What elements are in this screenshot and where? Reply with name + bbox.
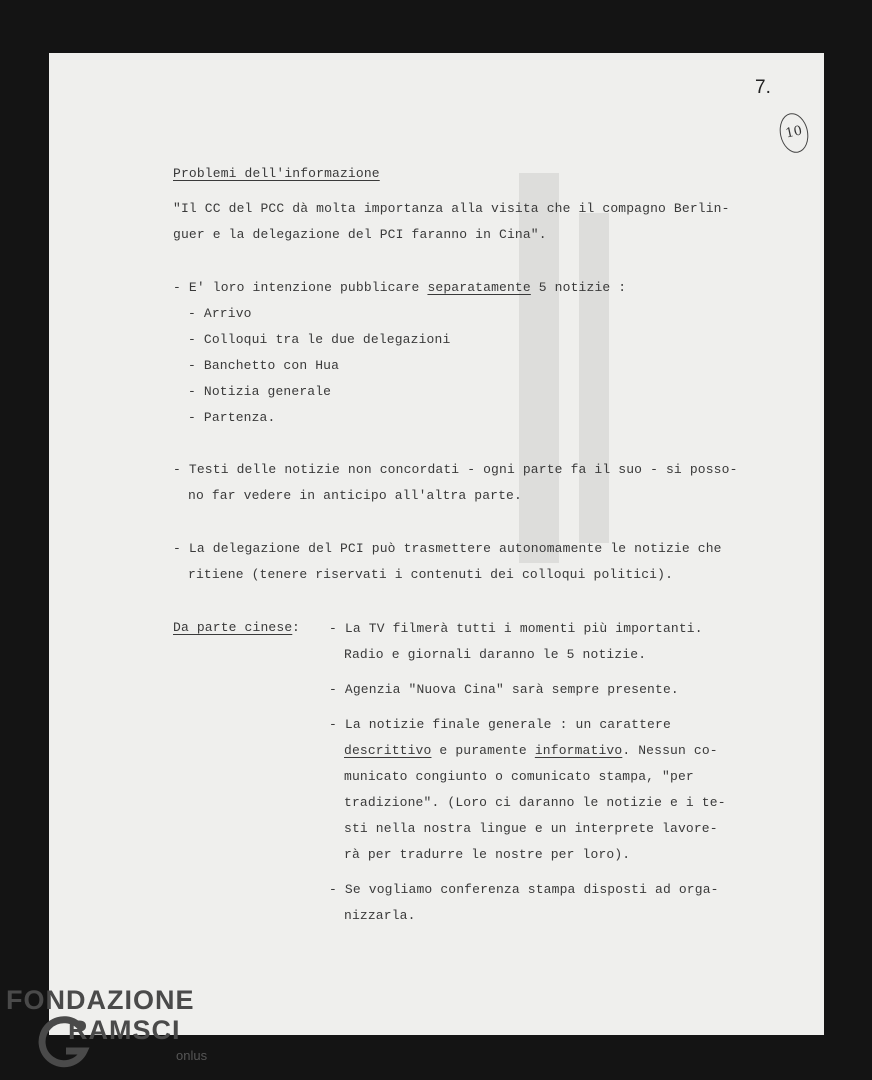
testi-line-1: - Testi delle notizie non concordati - ogni parte fa il suo - si posso- [173, 462, 738, 477]
final-line-4: tradizione". (Loro ci daranno le notizie e i te- [344, 795, 726, 810]
conference-line-1: - Se vogliamo conferenza stampa disposti ad orga- [329, 882, 719, 897]
news-item: - Colloqui tra le due delegazioni [188, 332, 451, 347]
informativo-word: informativo [534, 743, 623, 758]
final-line-5: sti nella nostra lingue e un interprete lavore- [344, 821, 718, 836]
intent-suffix: 5 notizie : [530, 280, 627, 295]
descrittivo-word: descrittivo [344, 743, 432, 758]
news-item: - Arrivo [188, 306, 252, 321]
agency-line: - Agenzia "Nuova Cina" sarà sempre presente. [329, 682, 679, 697]
testi-line-2: no far vedere in anticipo all'altra parte. [188, 488, 522, 503]
quote-line-2: guer e la delegazione del PCI faranno in Cina". [173, 227, 547, 242]
conference-line-2: nizzarla. [344, 908, 416, 923]
fondazione-gramsci-logo [6, 985, 216, 1075]
final-line-6: rà per tradurre le nostre per loro). [344, 847, 631, 862]
chinese-side-colon: : [292, 620, 300, 635]
intent-underlined-word: separatamente [427, 280, 531, 295]
quote-line-1: "Il CC del PCC dà molta importanza alla visita che il compagno Berlin- [173, 201, 730, 216]
tv-line-1: - La TV filmerà tutti i momenti più importanti. [329, 621, 703, 636]
final-end: . Nessun co- [622, 743, 718, 758]
final-line-2 [344, 743, 718, 758]
news-item: - Notizia generale [188, 384, 332, 399]
tv-line-2: Radio e giornali daranno le 5 notizie. [344, 647, 647, 662]
news-item: - Banchetto con Hua [188, 358, 340, 373]
logo-line-1: FONDAZIONE [6, 985, 195, 1015]
page-number: 7. [755, 77, 771, 98]
final-line-3: municato congiunto o comunicato stampa, "per [344, 769, 694, 784]
logo-line-3: onlus [176, 1048, 208, 1063]
circled-archive-number: 10 [776, 111, 812, 156]
final-line-1: - La notizie finale generale : un carattere [329, 717, 671, 732]
delegation-line-1: - La delegazione del PCI può trasmettere autonomamente le notizie che [173, 541, 722, 556]
section-title: Problemi dell'informazione [173, 166, 380, 181]
delegation-line-2: ritiene (tenere riservati i contenuti dei colloqui politici). [188, 567, 674, 582]
news-item: - Partenza. [188, 410, 276, 425]
chinese-side-label: Da parte cinese [173, 620, 293, 635]
logo-line-2: RAMSCI [68, 1015, 181, 1045]
document-page [49, 53, 824, 1035]
final-mid: e puramente [431, 743, 535, 758]
intent-line [173, 280, 626, 295]
intent-prefix: - E' loro intenzione pubblicare [173, 280, 428, 295]
